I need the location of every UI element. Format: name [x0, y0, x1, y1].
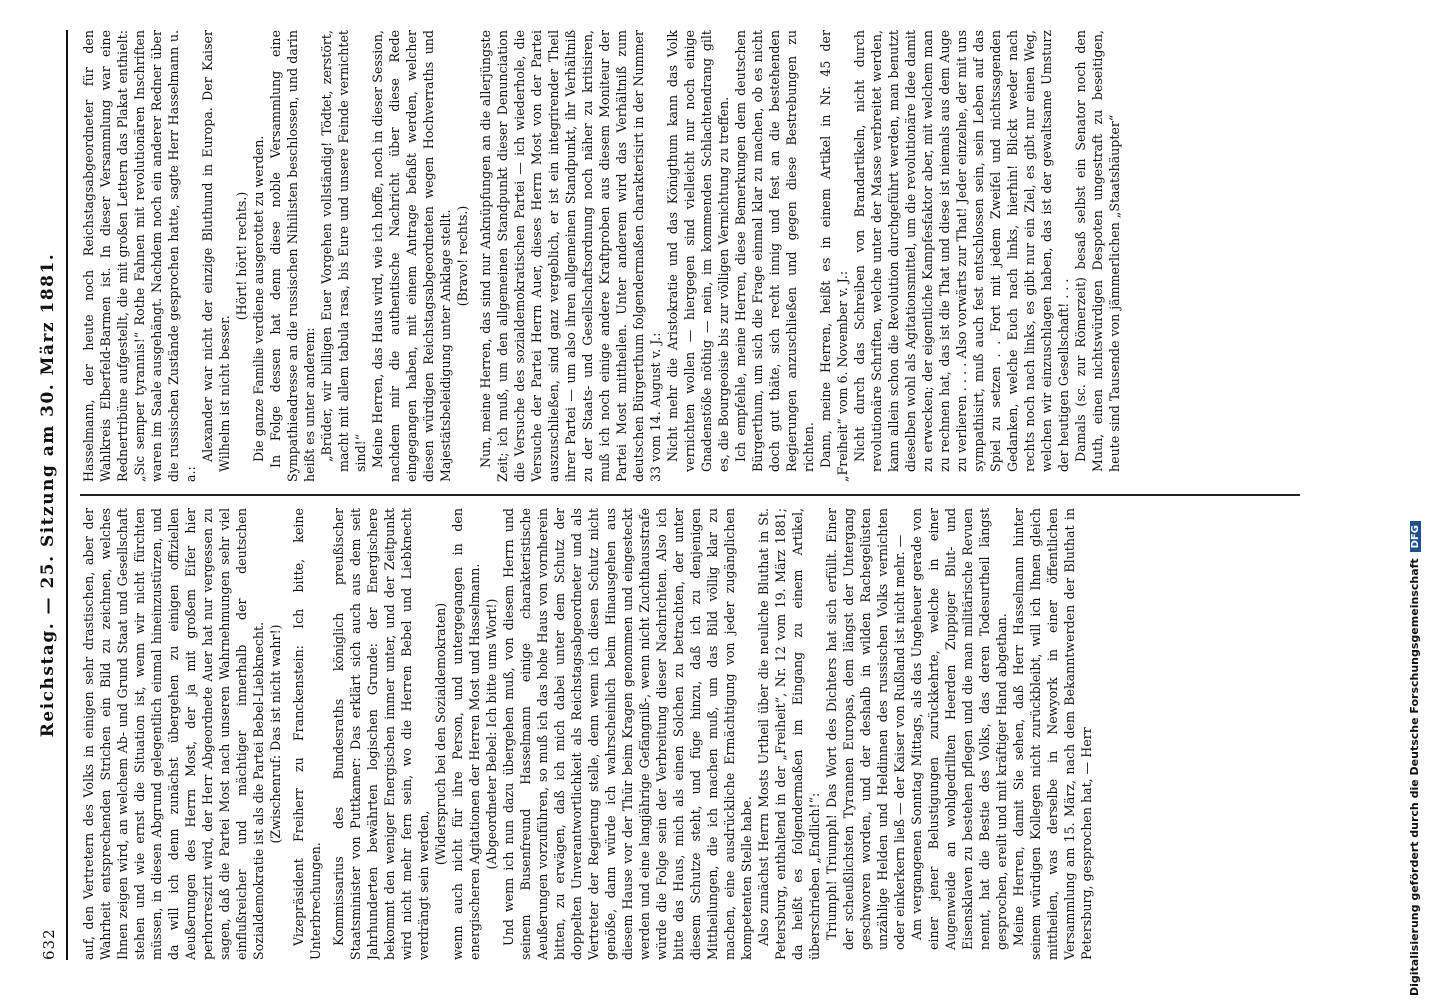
paragraph: Alexander war nicht der einzige Bluthund in Europa. Der Kaiser Wilhelm ist nicht besser.: [200, 30, 232, 472]
paragraph: auf, den Vertretern des Volks in einigen sehr drastischen, aber der Wahrheit entsprechenden Strichen ein Bild zu zeichnen, welches Ihnen zeigen wird, an welchem Ab- und Grund Staat und Gesellschaft stehen und wie ernst die Situation ist, wenn wir nicht fürchten müssen, in diesen Abgrund gelegentlich einmal hineinzustürzen, und da will ich denn zunächst übergehen zu einigen offiziellen Aeußerungen des Herrn Most, der ja mit großem Eifer hier perhorreszirt wird, der Herr Abgeordnete Auer hat nur vergessen zu sagen, daß die Partei Most nach unseren Wahrnehmungen sehr viel einflußreicher und mächtiger innerhalb der deutschen Sozialdemokratie ist als die Partei Bebel-Liebknecht.: [81, 508, 266, 960]
page-header: [36, 30, 66, 960]
paragraph: (Widerspruch bei den Sozialdemokraten): [433, 602, 448, 866]
paragraph: (Zwischenruf: Das ist nicht wahr!): [268, 624, 283, 844]
paragraph: Vizepräsident Freiherr zu Franckenstein: Ich bitte, keine Unterbrechungen.: [291, 508, 323, 960]
paragraph: Also zunächst Herrn Mosts Urtheil über die neuliche Bluthat in St. Petersburg, enthaltend in der „Freiheit“, Nr. 12 vom 19. März 1881; da heißt es folgendermaßen im Eingang zu einem Artikel, überschrieben „Endlich!“:: [756, 508, 822, 960]
paragraph: Nicht mehr die Aristokratie und das Königthum kann das Volk vernichten wollen — hiergegen sind vielleicht nur noch einige Gnadenstöße nöthig — nein, im kommenden Schlachtendrang gilt es, die Bourgeoisie bis zur völligen Vernichtung zu treffen.: [665, 30, 731, 472]
header-rule: [66, 30, 68, 960]
paragraph: Hasselmann, der heute noch Reichstagsabgeordneter für den Wahlkreis Elberfeld-Barmen ist. In dieser Versammlung war eine Rednertribüne aufgestellt, die mit großen Lettern das Plakat enthielt: „Sic semper tyrannis!“ Rothe Fahnen mit revolutionären Inschriften waren im Saale ausgehängt. Nachdem noch ein anderer Redner über die russischen Zustände gesprochen hatte, sagte Herr Hasselmann u. a.:: [81, 30, 198, 482]
left-column: [80, 508, 1300, 960]
paragraph: Meine Herren, das Haus wird, wie ich hoffe, noch in dieser Session, nachdem mir die authentische Nachricht über diese Rede eingegangen haben, mit einem Antrage befaßt werden, welcher diesen würdigen Reichstagsabgeordneten wegen Hochverraths und Majestätsbeleidigung unter Anklage stellt.: [370, 30, 453, 482]
paragraph: Damals (sc. zur Römerzeit) besaß selbst ein Senator noch den Muth, einen nichtswürdigen Despoten ungestraft zu beseitigen, heute sind Tausende von jämmerlichen „Staatshäupter“: [1073, 30, 1122, 472]
paragraph: Und wenn ich nun dazu übergehen muß, von diesem Herrn und seinem Busenfreund Hasselmann einige charakteristische Aeußerungen vorzuführen, so muß ich das hohe Haus von vornherein bitten, zu erwägen, daß ich mich dabei unter dem Schutz der doppelten Unverantwortlichkeit als Reichstagsabgeordneter und als Vertreter der Regierung stelle, denn wenn ich diesen Schutz nicht genöße, dann würde ich wahrscheinlich beim Hinausgehen aus diesem Hause vor der Thür beim Kragen genommen und eingesteckt werden und eine langjährige Gefängniß-, wenn nicht Zuchthausstrafe würde die Folge sein der Verbreitung dieser Nachrichten. Also ich bitte das Haus, mich als einen Solchen zu betrachten, der unter diesem Schutze steht, und füge hinzu, daß ich zu denjenigen Mittheilungen, die ich machen muß, um das Bild völlig klar zu machen, eine ausdrückliche Ermächtigung von jeder zugänglichen kompetenten Stelle habe.: [501, 508, 754, 960]
paragraph: Ich empfehle, meine Herren, diese Bemerkungen dem deutschen Bürgerthum, um sich die Frage einmal klar zu machen, ob es nicht doch gut thäte, sich recht innig und fest an die bestehenden Regierungen anzuschließen und gegen diese Bestrebungen zu richten.: [733, 30, 816, 472]
dfg-logo: DFG: [1410, 521, 1421, 552]
right-column: [80, 30, 1300, 482]
paragraph: Die ganze Familie verdiene ausgerottet zu werden.: [251, 135, 266, 462]
digitization-credit: [1408, 0, 1421, 996]
paragraph: (Bravo! rechts.): [455, 205, 470, 307]
paragraph: „Brüder, wir billigen Euer Vorgehen vollständig! Tödtet, zerstört, macht mit allem tabula rasa, bis Eure und unsere Feinde vernichtet sind!“: [319, 30, 368, 472]
paragraph: (Abgeordneter Bebel: Ich bitte ums Wort!): [484, 598, 499, 870]
running-title: Reichstag. — 25. Sitzung am 30. März 1881.: [38, 252, 58, 738]
page-number: 632: [40, 928, 58, 960]
paragraph: Nun, meine Herren, das sind nur Anknüpfungen an die allerjüngste Zeit; ich muß, um den allgemeinen Standpunkt dieser Denunciation die Versuche des sozialdemokratischen Partei — ich wiederhole, die Versuche der Partei Herrn Auer, dieses Herrn Most von der Partei auszuschließen, sind ganz vergeblich, er ist ein integrirender Theil ihrer Partei — um also ihren allgemeinen Standpunkt, ihr Verhältniß zu der Staats- und Gesellschaftsordnung noch näher zu kritisiren, muß ich noch einige andere Kraftproben aus diesem Moniteur der Partei Most mittheilen. Unter anderem wird das Verhältniß zum deutschen Bürgerthum folgendermaßen charakterisirt in der Nummer 33 vom 14. August v. J.:: [478, 30, 663, 482]
paragraph: Kommissarius des Bundesraths königlich preußischer Staatsminister von Puttkamer: Das erklärt sich auch aus dem seit Jahrhunderten bewährten logischen Grunde: der Energischere bekommt den weniger Energischen immer unter, und der Zeitpunkt wird nicht mehr fern sein, wo die Herren Bebel und Liebknecht verdrängt sein werden,: [331, 508, 431, 960]
paragraph: Meine Herren, damit Sie sehen, daß Herr Hasselmann hinter seinem würdigen Kollegen nicht zurückbleibt, will ich Ihnen gleich mittheilen, was derselbe in Newyork in einer öffentlichen Versammlung am 15. März, nach dem Bekanntwerden der Bluthat in Petersburg, gesprochen hat, — Herr: [1011, 508, 1094, 960]
paragraph: In Folge dessen hat denn diese noble Versammlung eine Sympathieadresse an die russischen Nihilisten beschlossen, und darin heißt es unter anderem:: [268, 30, 317, 482]
paragraph: Nicht durch das Schreiben von Brandartikeln, nicht durch revolutionäre Schriften, welche unter der Masse verbreitet werden, kann allein schon die Revolution durchgeführt werden, man benutzt dieselben wohl als Agitationsmittel, um die revolutionäre Idee damit zu erwecken; der eigentliche Kampfesfaktor aber, mit welchem man zu rechnen hat, das ist die That und diese ist niemals aus dem Auge zu verlieren . . . . Also vorwärts zur That! Jeder einzelne, der mit uns sympathisirt, muß auch fest entschlossen sein, sein Leben auf das Spiel zu setzen . . Fort mit jedem Zweifel und nichtssagenden Gedanken, welche Euch nach links, hierhin! Blickt weder nach rechts noch nach links, es gibt nur ein Ziel, es gibt nur einen Weg, welchen wir einzuschlagen haben, das ist der gewaltsame Umsturz der heutigen Gesellschaft! . . .: [852, 30, 1071, 472]
paragraph: (Hört! hört! rechts.): [234, 191, 249, 321]
paragraph: Triumph! Triumph! Das Wort des Dichters hat sich erfüllt. Einer der scheußlichsten Tyrannen Europas, dem längst der Untergang geschworen worden, und der deshalb in wilden Rachegelüsten unzählige Helden und Heldinnen des russischen Volks vernichten oder einkerkern ließ — der Kaiser von Rußland ist nicht mehr. —: [824, 508, 907, 950]
paragraph: Am vergangenen Sonntag Mittags, als das Ungeheuer gerade von einer jener Belustigungen zurückkehrte, welche in einer Augenweide an wohlgedrillten Heerden Zuppiger Blut- und Eisensklaven zu bestehen pflegen und die man militärische Revuen nennt, hat die Bestie des Volks, das deren Todesurtheil längst gesprochen, ereilt und mit kräftiger Hand abgethan.: [909, 508, 1009, 950]
paragraph: Dann, meine Herren, heißt es in einem Artikel in Nr. 45 der „Freiheit“ vom 6. November v. J.:: [818, 30, 850, 482]
digitization-credit-text: Digitalisierung gefördert durch die Deutsche Forschungsgemeinschaft: [1408, 558, 1421, 996]
paragraph: wenn auch nicht für ihre Person, und untergegangen in den energischeren Agitationen der Herren Most und Hasselmann.: [450, 508, 482, 960]
column-divider: [80, 494, 1300, 496]
